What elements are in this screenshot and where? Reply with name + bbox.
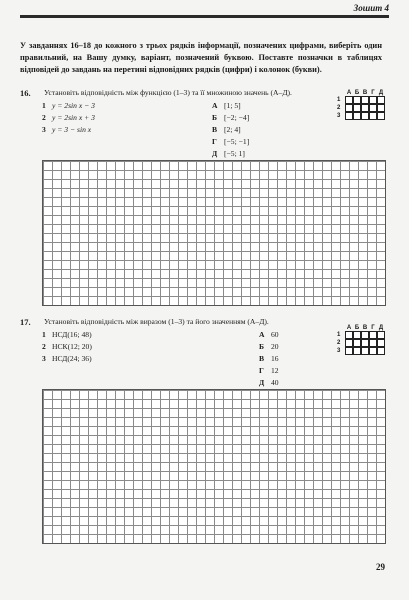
answer-checkbox[interactable] [377, 112, 385, 120]
answer-checkbox[interactable] [345, 112, 353, 120]
option-value: [−5; 1] [224, 149, 245, 158]
answer-checkbox[interactable] [369, 96, 377, 104]
scratch-grid-16[interactable] [42, 160, 386, 306]
answer-checkbox[interactable] [377, 331, 385, 339]
answer-checkbox[interactable] [361, 347, 369, 355]
option-item [212, 137, 249, 149]
option-item [212, 113, 249, 125]
answer-checkbox[interactable] [361, 96, 369, 104]
answer-row [337, 331, 385, 339]
option-item [259, 366, 279, 378]
answer-row [337, 347, 385, 355]
notebook-label: Зошит 4 [353, 3, 389, 13]
answer-checkbox[interactable] [345, 339, 353, 347]
column-letter: Г [371, 325, 375, 331]
answer-checkbox[interactable] [377, 347, 385, 355]
item-number: 1 [42, 330, 46, 339]
row-number: 1 [337, 97, 341, 103]
answer-checkbox[interactable] [345, 104, 353, 112]
row-number: 3 [337, 113, 341, 119]
task-17 [20, 317, 389, 389]
answer-checkbox[interactable] [377, 339, 385, 347]
option-value: 60 [271, 330, 279, 339]
list-item [42, 354, 92, 366]
answer-checkbox[interactable] [369, 339, 377, 347]
answer-checkbox[interactable] [369, 347, 377, 355]
item-expression: y = 2sin x − 3 [52, 101, 95, 110]
row-number: 1 [337, 332, 341, 338]
option-list [212, 101, 249, 161]
answer-checkbox[interactable] [353, 339, 361, 347]
list-item [42, 113, 95, 125]
option-letter: Д [259, 378, 265, 387]
option-letter: А [212, 101, 218, 110]
answer-checkbox[interactable] [353, 96, 361, 104]
option-letter: В [212, 125, 218, 134]
task-number: 16. [20, 88, 31, 98]
answer-table [337, 90, 385, 120]
option-value: [1; 5] [224, 101, 241, 110]
list-item [42, 342, 92, 354]
answer-checkbox[interactable] [353, 104, 361, 112]
column-letter: В [362, 90, 368, 96]
column-letter: А [346, 325, 352, 331]
option-letter: В [259, 354, 265, 363]
answer-row [337, 104, 385, 112]
answer-checkbox[interactable] [361, 331, 369, 339]
answer-checkbox[interactable] [345, 331, 353, 339]
expression-list [42, 330, 92, 366]
list-item [42, 330, 92, 342]
task-16 [20, 88, 389, 160]
task-number: 17. [20, 317, 31, 327]
answer-checkbox[interactable] [361, 339, 369, 347]
row-number: 2 [337, 340, 341, 346]
answer-checkbox[interactable] [353, 112, 361, 120]
item-expression: НСК(12; 20) [52, 342, 92, 351]
column-letter: Б [354, 325, 360, 331]
answer-row [337, 96, 385, 104]
answer-checkbox[interactable] [361, 104, 369, 112]
header-rule [20, 15, 389, 18]
task-prompt: Установіть відповідність між функцією (1–3) та її множиною значень (А–Д). [44, 88, 292, 97]
option-value: [−2; −4] [224, 113, 250, 122]
page-number: 29 [376, 562, 385, 572]
item-expression: НСД(16; 48) [52, 330, 92, 339]
answer-checkbox[interactable] [361, 112, 369, 120]
option-value: 12 [271, 366, 279, 375]
answer-checkbox[interactable] [345, 347, 353, 355]
item-number: 1 [42, 101, 46, 110]
option-item [259, 354, 279, 366]
column-letter: В [362, 325, 368, 331]
item-number: 3 [42, 125, 46, 134]
answer-row [337, 112, 385, 120]
item-expression: y = 3 − sin x [52, 125, 92, 134]
item-number: 2 [42, 113, 46, 122]
answer-table [337, 325, 385, 355]
option-letter: А [259, 330, 265, 339]
task-prompt: Установіть відповідність між виразом (1–3) та його значенням (А–Д). [44, 317, 269, 326]
column-letter: Д [378, 90, 384, 96]
list-item [42, 101, 95, 113]
item-number: 2 [42, 342, 46, 351]
option-value: 20 [271, 342, 279, 351]
option-item [212, 101, 249, 113]
option-value: [2; 4] [224, 125, 241, 134]
answer-checkbox[interactable] [353, 347, 361, 355]
answer-checkbox[interactable] [353, 331, 361, 339]
answer-row [337, 339, 385, 347]
answer-checkbox[interactable] [377, 96, 385, 104]
option-value: 16 [271, 354, 279, 363]
option-letter: Д [212, 149, 218, 158]
option-item [259, 342, 279, 354]
row-number: 3 [337, 348, 341, 354]
answer-checkbox[interactable] [369, 112, 377, 120]
option-item [259, 330, 279, 342]
option-letter: Б [259, 342, 265, 351]
answer-checkbox[interactable] [345, 96, 353, 104]
column-letter: Г [371, 90, 375, 96]
option-letter: Г [259, 366, 264, 375]
option-list [259, 330, 279, 390]
option-value: 40 [271, 378, 279, 387]
list-item [42, 125, 95, 137]
answer-checkbox[interactable] [377, 104, 385, 112]
column-letter: А [346, 90, 352, 96]
option-letter: Б [212, 113, 218, 122]
option-item [212, 125, 249, 137]
option-letter: Г [212, 137, 217, 146]
item-expression: y = 2sin x + 3 [52, 113, 95, 122]
scratch-grid-17[interactable] [42, 389, 386, 544]
answer-checkbox[interactable] [369, 331, 377, 339]
option-value: [−5; −1] [224, 137, 250, 146]
instructions-text: У завданнях 16–18 до кожного з трьох рядків інформації, позначених цифрами, виберіть один правильний, на Вашу думку, варіант, позначений буквою. Поставте позначки в таблицях відповідей до завдань на перетині відповідних рядків (цифри) і колонок (букви). [20, 41, 382, 74]
function-list [42, 101, 95, 137]
column-letter: Д [378, 325, 384, 331]
column-letter: Б [354, 90, 360, 96]
row-number: 2 [337, 105, 341, 111]
answer-checkbox[interactable] [369, 104, 377, 112]
item-number: 3 [42, 354, 46, 363]
item-expression: НСД(24; 36) [52, 354, 92, 363]
